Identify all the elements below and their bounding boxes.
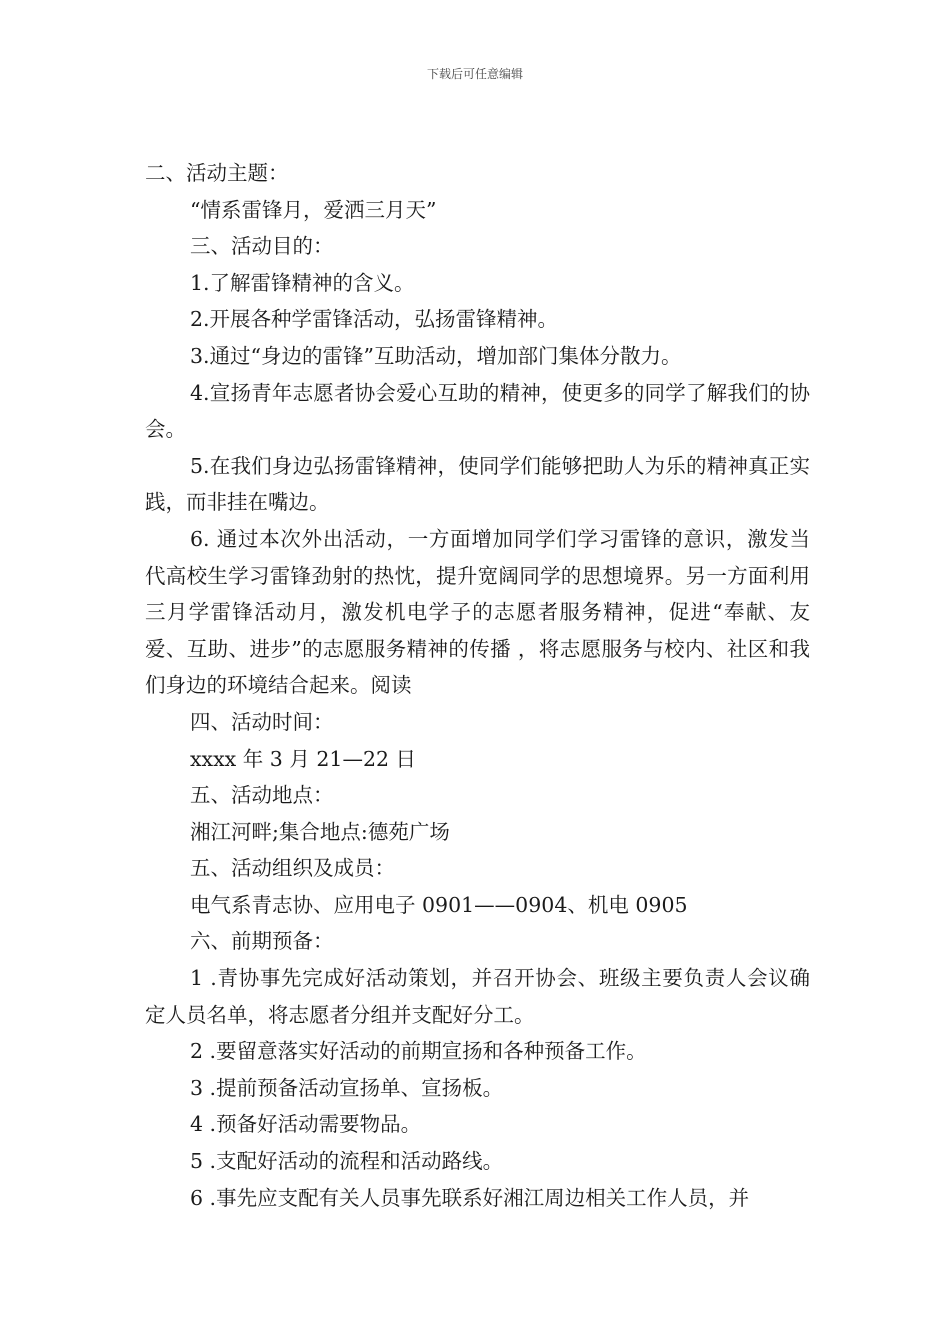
preparation-item-4: 4 .预备好活动需要物品。 — [190, 1112, 422, 1137]
organization-members: 电气系青志协、应用电子 0901——0904、机电 0905 — [190, 892, 688, 917]
purpose-item-4: 4.宣扬青年志愿者协会爱心互助的精神，使更多的同学了解我们的协会。 — [145, 380, 810, 442]
header-note: 下载后可任意编辑 — [426, 67, 523, 81]
section-heading-time: 四、活动时间： — [190, 709, 334, 734]
purpose-item-3: 3.通过“身边的雷锋”互助活动，增加部门集体分散力。 — [190, 343, 682, 368]
section-heading-preparation: 六、前期预备： — [190, 929, 334, 954]
preparation-item-2: 2 .要留意落实好活动的前期宣扬和各种预备工作。 — [190, 1039, 647, 1064]
preparation-item-5: 5 .支配好活动的流程和活动路线。 — [190, 1149, 504, 1174]
activity-location: 湘江河畔;集合地点:德苑广场 — [190, 819, 450, 844]
activity-time: xxxx 年 3 月 21—22 日 — [190, 746, 417, 771]
section-heading-purpose: 三、活动目的： — [190, 234, 334, 259]
section-heading-theme: 二、活动主题： — [145, 161, 289, 185]
purpose-item-6: 6. 通过本次外出活动，一方面增加同学们学习雷锋的意识，激发当代高校生学习雷锋劲射的热忱，提升宽阔同学的思想境界。另一方面利用三月学雷锋活动月，激发机电学子的志愿者服务精神，促进“奉献、友爱、互助、进步”的志愿服务精神的传播 ，将志愿服务与校内、社区和我们身边的环境结合起来。阅读 — [145, 526, 810, 698]
purpose-item-2: 2.开展各种学雷锋活动，弘扬雷锋精神。 — [190, 307, 559, 332]
preparation-item-3: 3 .提前预备活动宣扬单、宣扬板。 — [190, 1075, 504, 1100]
section-heading-organization: 五、活动组织及成员： — [190, 856, 395, 881]
document-body — [145, 155, 810, 1216]
purpose-item-5: 5.在我们身边弘扬雷锋精神，使同学们能够把助人为乐的精神真正实践，而非挂在嘴边。 — [145, 453, 810, 515]
preparation-item-6: 6 .事先应支配有关人员事先联系好湘江周边相关工作人员，并 — [190, 1185, 750, 1210]
preparation-item-1: 1 .青协事先完成好活动策划，并召开协会、班级主要负责人会议确定人员名单，将志愿者分组并支配好分工。 — [145, 966, 810, 1027]
purpose-item-1: 1.了解雷锋精神的含义。 — [190, 270, 415, 295]
theme-slogan: “情系雷锋月，爱洒三月天” — [190, 197, 437, 222]
section-heading-location: 五、活动地点： — [190, 783, 334, 808]
